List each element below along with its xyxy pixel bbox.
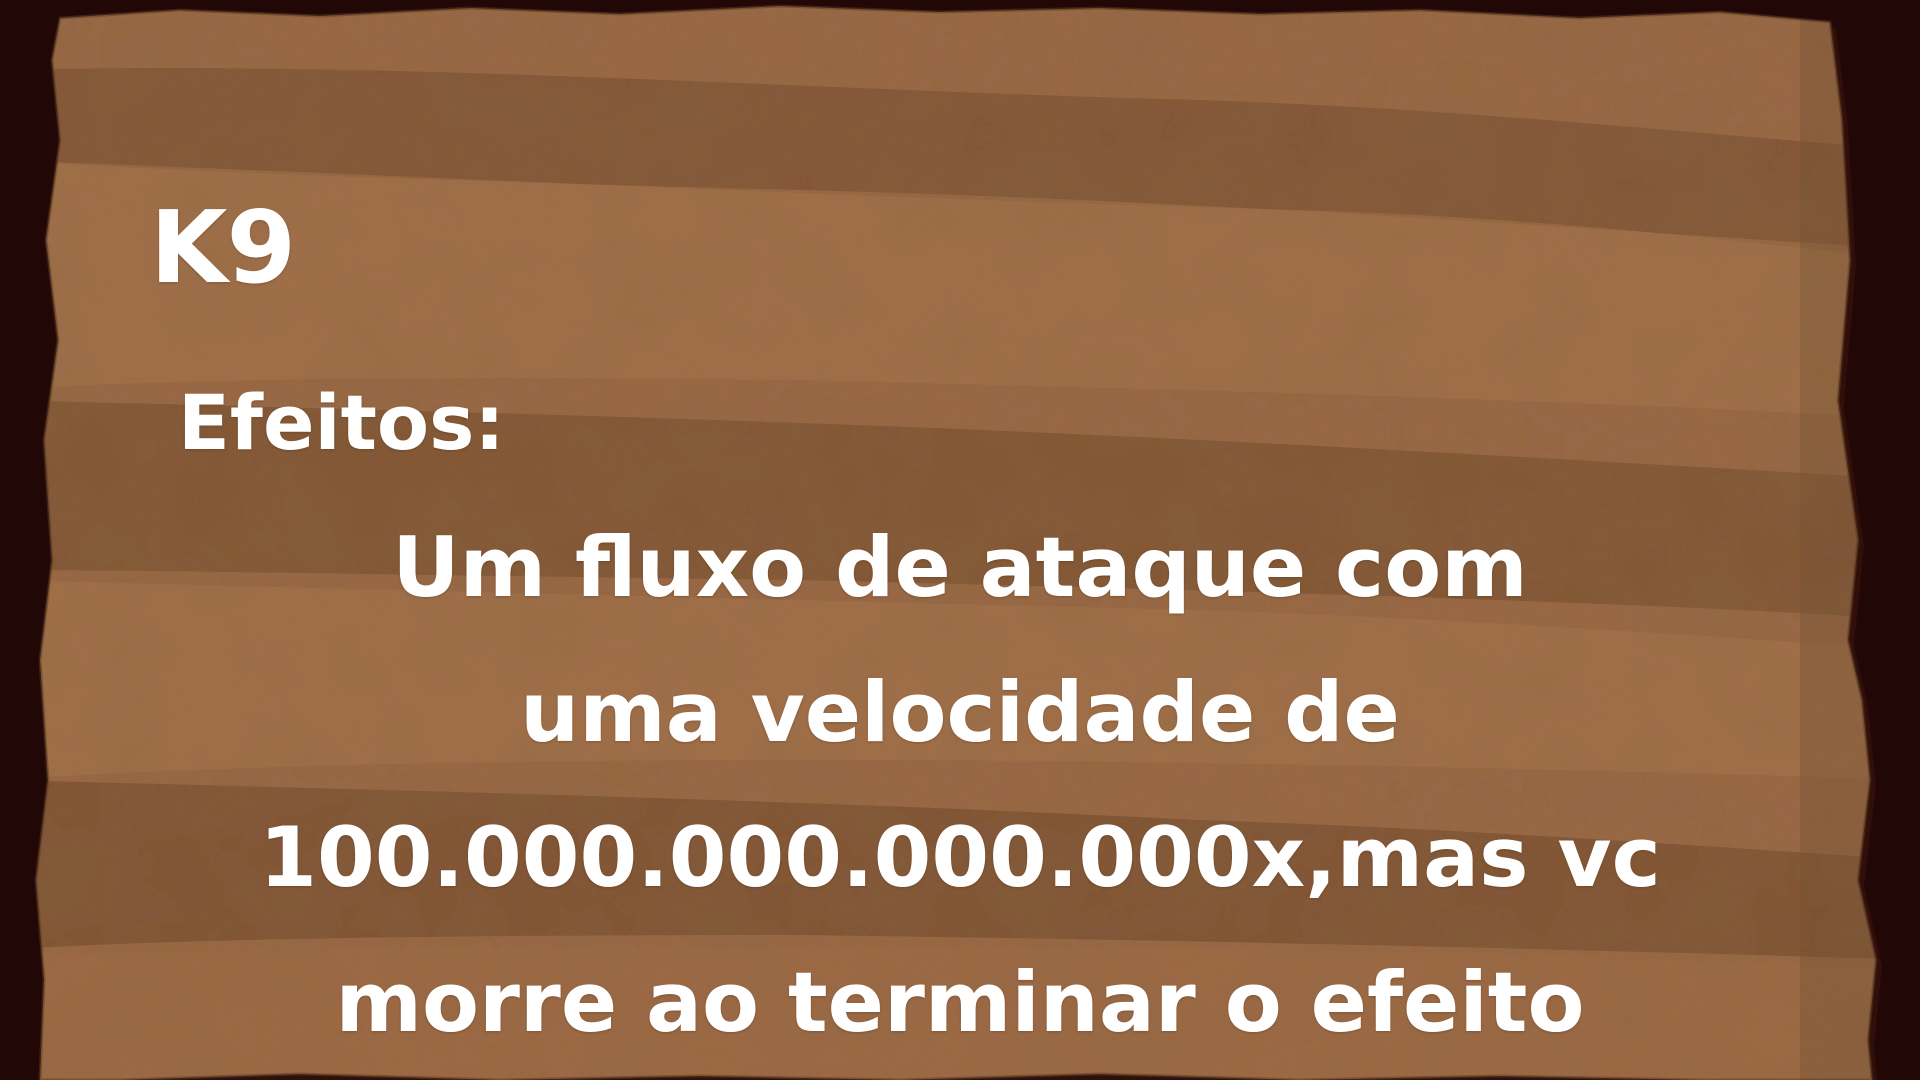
effect-line: uma velocidade de <box>520 664 1400 761</box>
effect-line: morre ao terminar o efeito <box>335 954 1585 1051</box>
effect-description <box>200 495 1720 1075</box>
effect-line: 100.000.000.000.000x,mas vc <box>259 809 1661 906</box>
effects-label: Efeitos: <box>178 378 505 467</box>
card-title: K9 <box>150 189 296 306</box>
effect-line: Um fluxo de ataque com <box>392 519 1528 616</box>
